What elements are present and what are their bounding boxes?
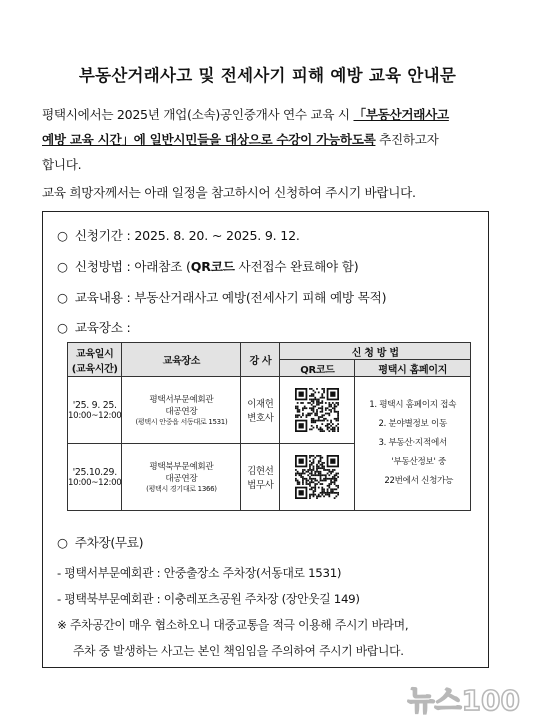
row-date: '25. 9. 25. xyxy=(72,399,117,411)
parking-west: - 평택서부문예회관 : 안중출장소 주차장(서동대로 1531) xyxy=(57,566,342,580)
header-date xyxy=(68,343,122,377)
parking-title: 주차장(무료) xyxy=(74,535,144,550)
document-title: 부동산거래사고 및 전세사기 피해 예방 교육 안내문 xyxy=(78,66,457,85)
content-label: 교육내용 xyxy=(74,290,123,305)
period-value: 2025. 8. 20. ~ 2025. 9. 12. xyxy=(134,228,300,243)
row-date-cell xyxy=(68,377,122,444)
separator: : xyxy=(122,259,135,274)
row-hall: 대공연장 xyxy=(165,474,198,484)
row-address: (평택시 안중읍 서동대로 1531) xyxy=(135,418,228,426)
row-date: '25.10.29. xyxy=(72,466,117,478)
intro-text: 합니다. xyxy=(42,157,82,172)
header-lecturer: 강 사 xyxy=(241,343,280,377)
row-lecturer: 이재헌 xyxy=(247,399,274,410)
bullet-circle-icon: ○ xyxy=(57,228,68,243)
parking-note: 주차 중 발생하는 사고는 본인 책임임을 주의하여 주시기 바랍니다. xyxy=(73,644,404,658)
parking-note: ※ 주차공간이 매우 협소하오니 대중교통을 적극 이용해 주시기 바라며, xyxy=(57,618,409,632)
notice-text: 교육 희망자께서는 아래 일정을 참고하시어 신청하여 주시기 바랍니다. xyxy=(42,185,416,200)
row-lecturer-title: 법무사 xyxy=(247,480,274,491)
step-item: 22번에서 신청가능 xyxy=(384,476,454,486)
method-label: 신청방법 xyxy=(74,259,123,274)
method-row xyxy=(57,256,359,275)
qr-cell xyxy=(280,444,355,511)
place-label: 교육장소 xyxy=(74,320,123,335)
intro-text: 평택시에서는 2025년 개업(소속)공인중개사 연수 교육 시 xyxy=(42,107,354,122)
qr-emphasis: QR코드 xyxy=(190,259,235,274)
content-row xyxy=(57,287,386,306)
row-venue-cell xyxy=(122,377,241,444)
method-value: 사전접수 완료해야 함) xyxy=(234,259,359,274)
table-row xyxy=(68,377,471,444)
step-item: '부동산정보' 중 xyxy=(391,457,446,467)
schedule-table xyxy=(67,342,471,511)
intro-highlight: 예방 교육 시간」에 일반시민들을 대상으로 수강이 가능하도록 xyxy=(42,132,376,147)
header-venue: 교육장소 xyxy=(122,343,241,377)
parking-title-row xyxy=(57,532,143,551)
bullet-circle-icon: ○ xyxy=(57,290,68,305)
info-box xyxy=(42,211,489,668)
row-time: 10:00~12:00 xyxy=(68,477,122,488)
place-row xyxy=(57,317,131,336)
bullet-circle-icon: ○ xyxy=(57,259,68,274)
separator: : xyxy=(122,228,135,243)
step-item: 1. 평택시 홈페이지 접속 xyxy=(369,400,457,410)
header-qr: QR코드 xyxy=(280,360,355,377)
separator: : xyxy=(122,320,131,335)
content-value: 부동산거래사고 예방(전세사기 피해 예방 목적) xyxy=(134,290,387,305)
watermark-text: 뉴스100 xyxy=(407,684,520,717)
row-lecturer: 김현선 xyxy=(247,466,274,477)
period-row xyxy=(57,225,300,244)
parking-north: - 평택북부문예회관 : 이충레포츠공원 주차장 (장안웃길 149) xyxy=(57,592,360,606)
method-value: 아래참조 ( xyxy=(134,259,191,274)
bullet-circle-icon: ○ xyxy=(57,320,68,335)
header-homepage: 평택시 홈페이지 xyxy=(355,360,471,377)
header-date-sub: (교육시간) xyxy=(71,363,118,375)
row-time: 10:00~12:00 xyxy=(68,410,122,421)
row-lecturer-title: 변호사 xyxy=(247,413,274,424)
news100-logo xyxy=(384,680,524,718)
intro-text: 추진하고자 xyxy=(375,132,439,147)
step-item: 2. 분야별정보 이동 xyxy=(378,419,447,429)
row-venue: 평택서부문예회관 xyxy=(149,395,214,405)
row-venue: 평택북부문예회관 xyxy=(149,462,214,472)
header-apply: 신 청 방 법 xyxy=(280,343,471,360)
homepage-steps xyxy=(355,377,471,511)
bullet-circle-icon: ○ xyxy=(57,535,68,550)
qr-code-icon[interactable] xyxy=(295,388,339,432)
header-date-label: 교육일시 xyxy=(75,348,114,360)
qr-cell xyxy=(280,377,355,444)
row-venue-cell xyxy=(122,444,241,511)
separator: : xyxy=(122,290,135,305)
period-label: 신청기간 xyxy=(74,228,123,243)
row-address: (평택시 경기대로 1366) xyxy=(146,485,217,493)
row-date-cell xyxy=(68,444,122,511)
qr-code-icon[interactable] xyxy=(295,455,339,499)
row-hall: 대공연장 xyxy=(165,407,198,417)
intro-paragraph xyxy=(42,102,502,177)
step-item: 3. 부동산·지적에서 xyxy=(378,438,447,448)
row-lecturer-cell xyxy=(241,377,280,444)
intro-highlight: 「부동산거래사고 xyxy=(353,107,449,122)
row-lecturer-cell xyxy=(241,444,280,511)
